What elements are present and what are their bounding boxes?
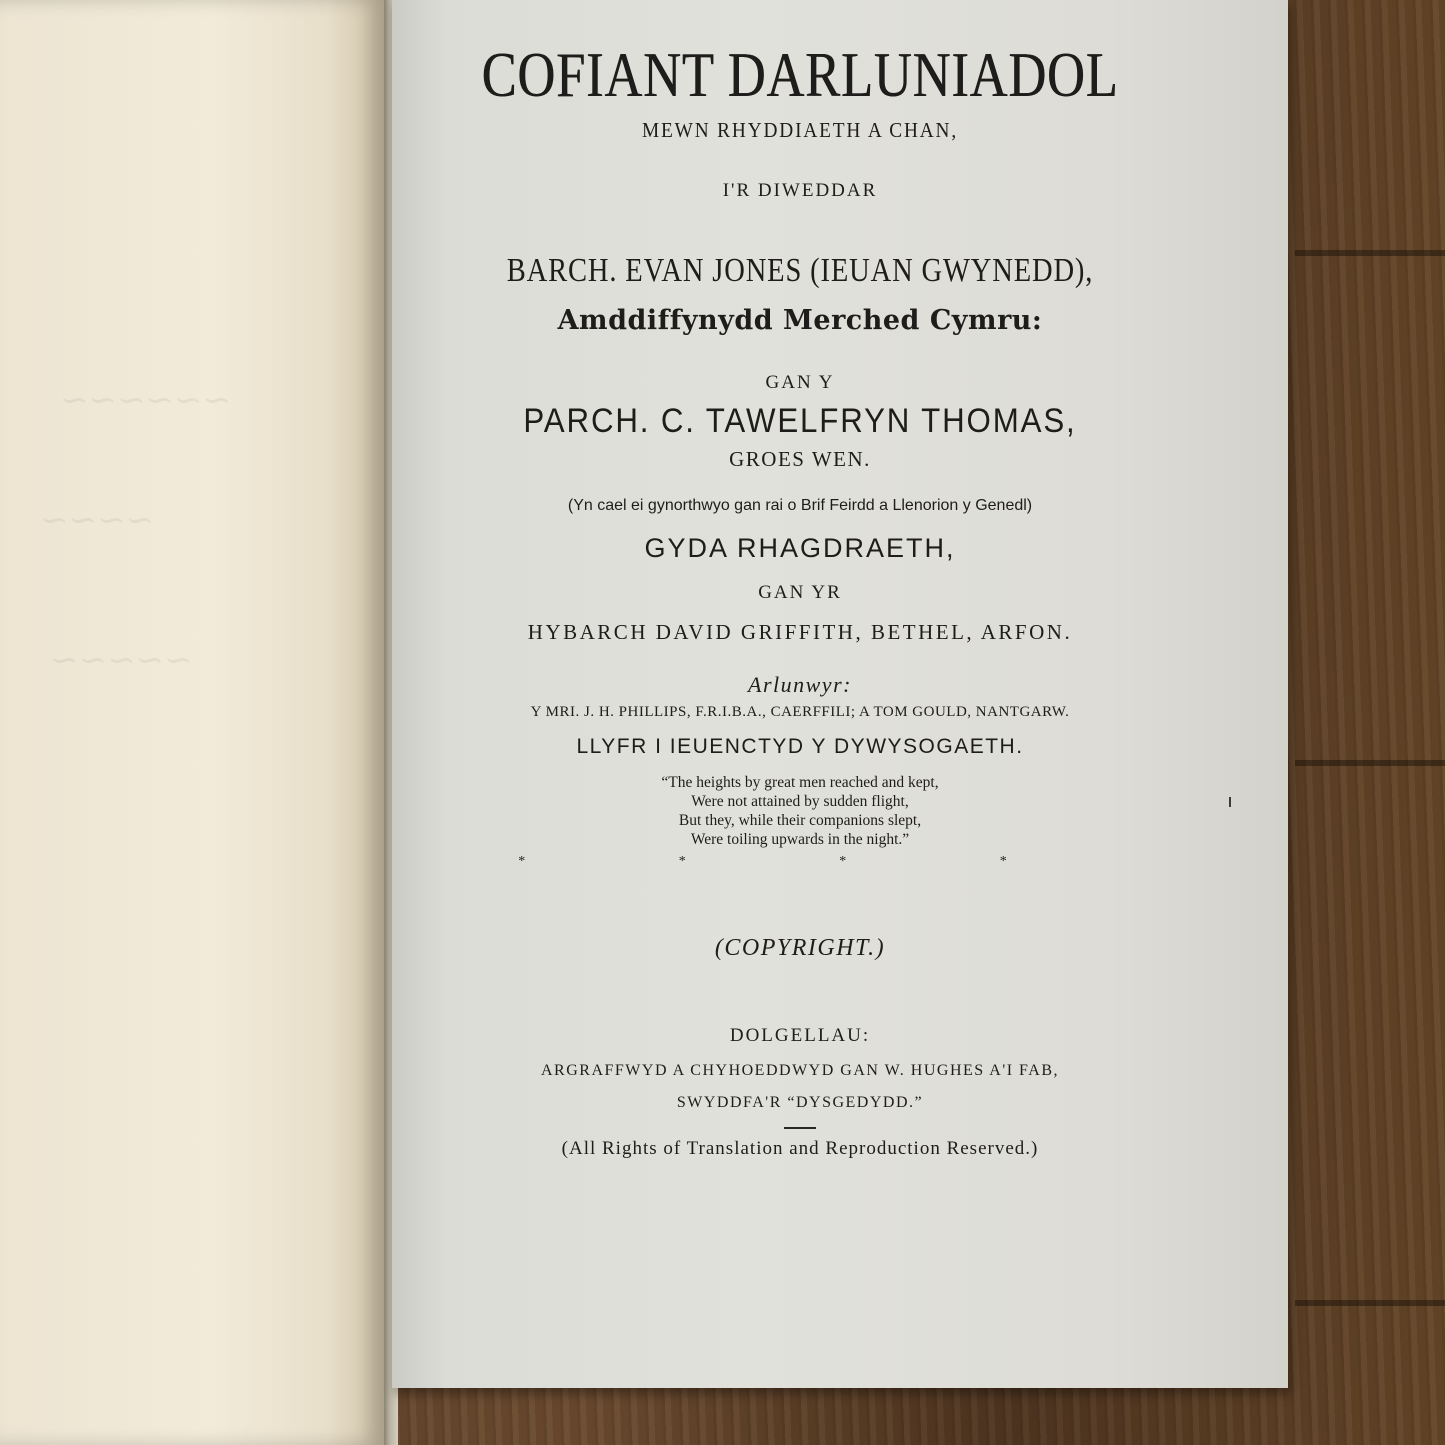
imprint-printer: ARGRAFFWYD A CHYHOEDDWYD GAN W. HUGHES A'I FAB,	[540, 1062, 1059, 1079]
audience-line: LLYFR I IEUENCTYD Y DYWYSOGAETH.	[576, 735, 1024, 758]
table-grain	[1295, 1300, 1445, 1306]
imprint-office: SWYDDFA'R “DYSGEDYDD.”	[676, 1094, 924, 1111]
title-page-content	[392, 0, 1288, 1388]
ornament-dots: * * * *	[518, 854, 1082, 869]
subject-epithet: Amddiffynydd Merched Cymru:	[557, 305, 1043, 336]
divider-rule	[784, 1127, 816, 1129]
table-grain	[1295, 760, 1445, 766]
preposition-line: I'R DIWEDDAR	[722, 180, 878, 201]
assisted-note: (Yn cael ei gynorthwyo gan rai o Brif Feirdd a Llenorion y Genedl)	[567, 497, 1033, 514]
by-label: GAN Y	[765, 372, 835, 393]
illustrators-label: Arlunwyr:	[748, 672, 852, 697]
subject-name: BARCH. EVAN JONES (IEUAN GWYNEDD),	[506, 252, 1094, 289]
preface-author: HYBARCH DAVID GRIFFITH, BETHEL, ARFON.	[527, 620, 1073, 644]
rights-notice: (All Rights of Translation and Reproduction Reserved.)	[561, 1138, 1039, 1159]
copyright-notice: (COPYRIGHT.)	[714, 935, 886, 961]
epigraph	[392, 773, 1208, 849]
table-grain	[1295, 250, 1445, 256]
imprint-place: DOLGELLAU:	[729, 1025, 871, 1046]
epigraph-line: “The heights by great men reached and kept,	[661, 774, 939, 791]
show-through-text: ~~~~~~	[60, 380, 231, 420]
preface-label: GYDA RHAGDRAETH,	[644, 533, 956, 563]
book-subtitle: MEWN RHYDDIAETH A CHAN,	[641, 118, 959, 142]
illustrators-names: Y MRI. J. H. PHILLIPS, F.R.I.B.A., CAERFFILI; A TOM GOULD, NANTGARW.	[530, 704, 1070, 720]
author-name: PARCH. C. TAWELFRYN THOMAS,	[523, 402, 1077, 440]
preface-by-label: GAN YR	[758, 582, 842, 603]
show-through-text: ~~~~~	[50, 640, 193, 680]
author-place: GROES WEN.	[729, 447, 871, 471]
show-through-text: ~~~~	[40, 500, 154, 540]
epigraph-line: Were toiling upwards in the night.”	[690, 831, 910, 848]
book-title: COFIANT DARLUNIADOL	[481, 39, 1119, 110]
epigraph-line: But they, while their companions slept,	[678, 812, 922, 829]
title-page	[392, 0, 1288, 1388]
ink-mark	[1229, 797, 1231, 807]
epigraph-line: Were not attained by sudden flight,	[691, 793, 909, 810]
facing-blank-page	[0, 0, 384, 1445]
